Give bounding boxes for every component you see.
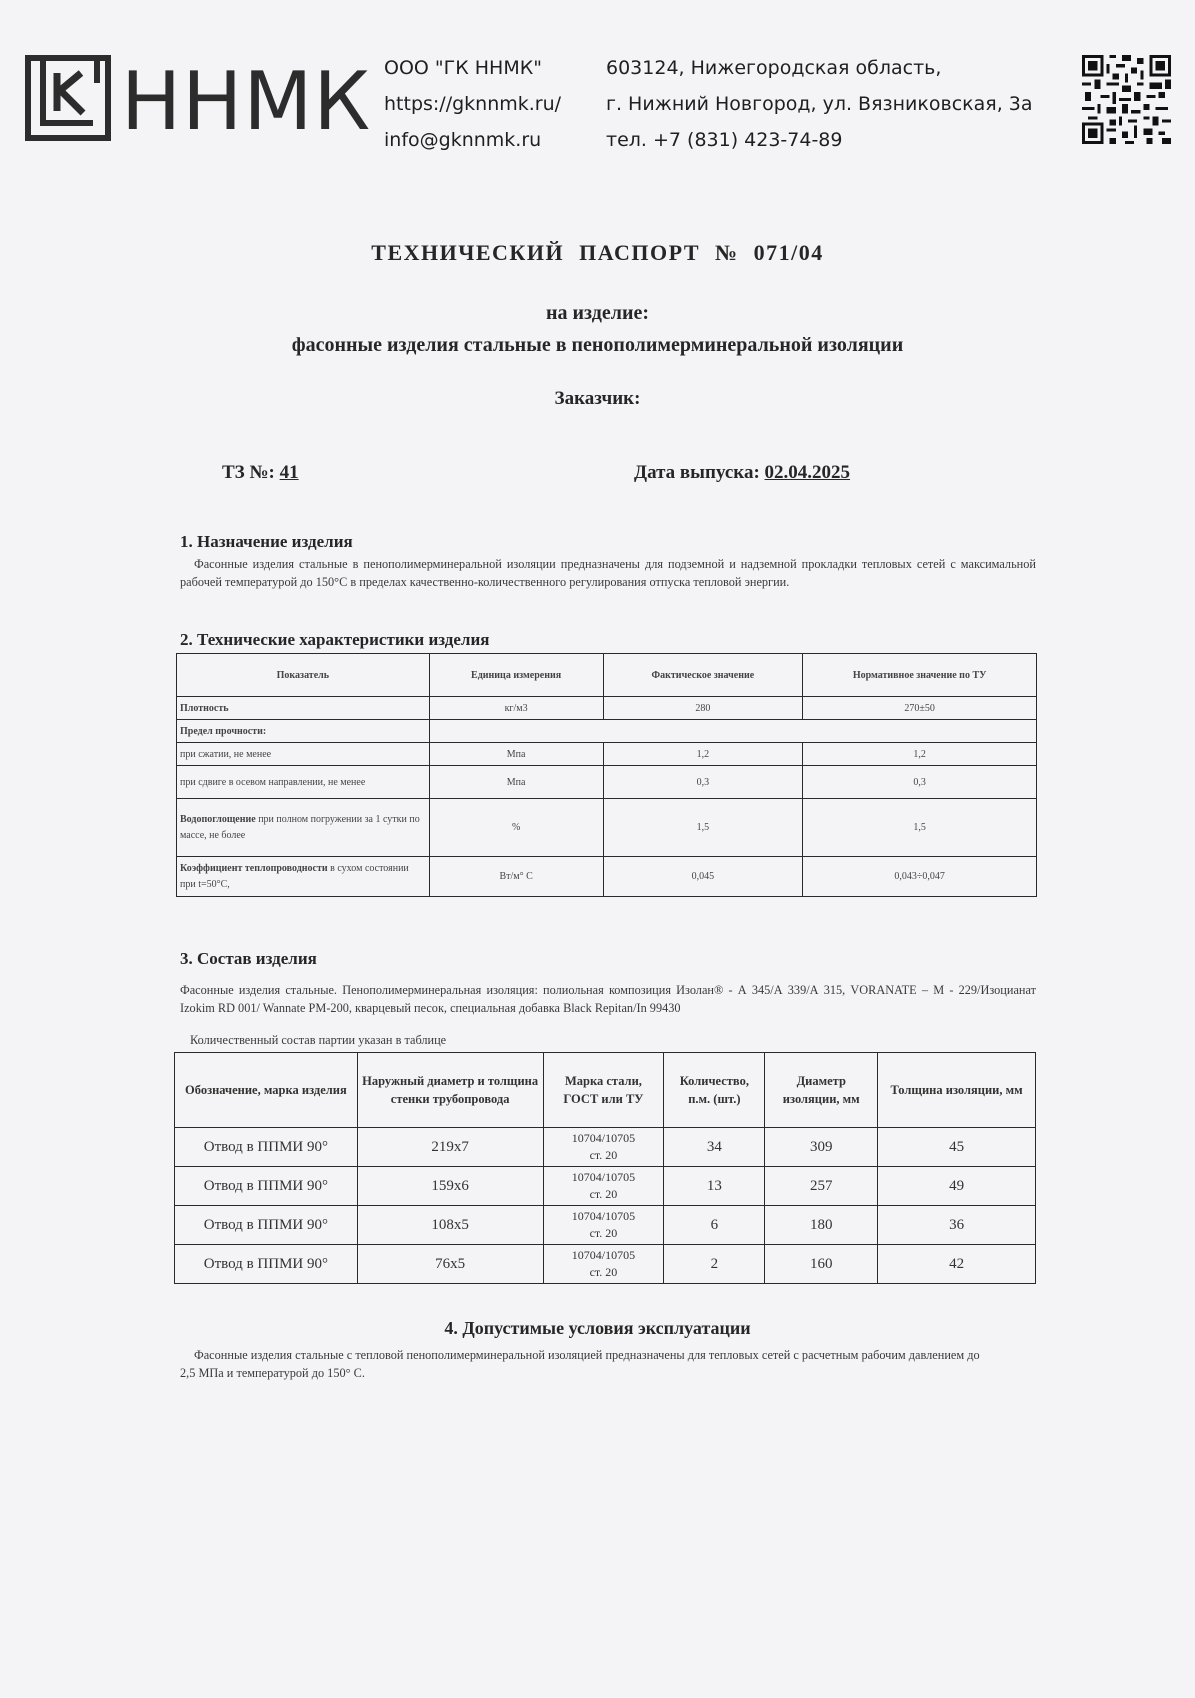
column-header: Количество, п.м. (шт.) bbox=[664, 1053, 765, 1128]
steel-line-1: 10704/10705 bbox=[571, 1170, 636, 1184]
section-1-text: Фасонные изделия стальные в пенополимерминеральной изоляции предназначены для подземной и надземной прокладки тепловых сетей с максимальной рабочей температурой до 150°С в пределах качественно-количественного регулирования отпуска тепловой энергии. bbox=[180, 557, 1036, 589]
section-1-heading: 1. Назначение изделия bbox=[180, 532, 353, 551]
table-cell: 36 bbox=[878, 1206, 1036, 1245]
product-name: фасонные изделия стальные в пенополимерминеральной изоляции bbox=[291, 334, 904, 356]
table-cell: 160 bbox=[765, 1245, 878, 1284]
table-header-row bbox=[177, 654, 1037, 697]
table-cell: 49 bbox=[878, 1167, 1036, 1206]
thermal-label-bold: Коэффициент теплопроводности bbox=[180, 862, 328, 874]
table-cell: при сдвиге в осевом направлении, не менее bbox=[177, 766, 430, 799]
table-cell: Мпа bbox=[429, 743, 603, 766]
table-cell: 180 bbox=[765, 1206, 878, 1245]
tz-number bbox=[222, 462, 299, 484]
column-header: Единица измерения bbox=[429, 654, 603, 697]
table-row bbox=[175, 1128, 1036, 1167]
phone-number: тел. +7 (831) 423-74-89 bbox=[606, 129, 843, 151]
table-cell: 0,043÷0,047 bbox=[803, 857, 1037, 897]
table-cell: 13 bbox=[664, 1167, 765, 1206]
customer-label: Заказчик: bbox=[554, 388, 641, 409]
table-cell: 1,5 bbox=[603, 799, 803, 857]
gk-logo-icon bbox=[25, 55, 111, 141]
issue-date bbox=[634, 462, 850, 484]
table-caption: Количественный состав партии указан в таблице bbox=[190, 1033, 447, 1047]
table-cell: 1,2 bbox=[603, 743, 803, 766]
table-cell: 45 bbox=[878, 1128, 1036, 1167]
column-header: Диаметр изоляции, мм bbox=[765, 1053, 878, 1128]
table-cell: при сжатии, не менее bbox=[177, 743, 430, 766]
table-cell: Мпа bbox=[429, 766, 603, 799]
table-cell bbox=[543, 1206, 664, 1245]
steel-line-2: ст. 20 bbox=[589, 1187, 618, 1201]
column-header: Нормативное значение по ТУ bbox=[803, 654, 1037, 697]
table-row bbox=[175, 1167, 1036, 1206]
table-row bbox=[177, 743, 1037, 766]
table-cell: 270±50 bbox=[803, 697, 1037, 720]
table-row bbox=[177, 857, 1037, 897]
table-cell: 0,3 bbox=[803, 766, 1037, 799]
steel-line-2: ст. 20 bbox=[589, 1148, 618, 1162]
issue-date-value: 02.04.2025 bbox=[764, 462, 851, 483]
company-info bbox=[384, 50, 561, 158]
column-header: Обозначение, марка изделия bbox=[175, 1053, 358, 1128]
table-cell: 42 bbox=[878, 1245, 1036, 1284]
issue-date-label: Дата выпуска: bbox=[634, 462, 765, 483]
column-header: Фактическое значение bbox=[603, 654, 803, 697]
tz-label: ТЗ №: bbox=[222, 462, 280, 483]
table-cell: 76х5 bbox=[357, 1245, 543, 1284]
steel-line-2: ст. 20 bbox=[589, 1265, 618, 1279]
table-cell: 219х7 bbox=[357, 1128, 543, 1167]
tech-specs-table bbox=[176, 653, 1037, 897]
company-address bbox=[606, 50, 1033, 158]
document-subtitle-label: на изделие: bbox=[546, 302, 649, 324]
table-row bbox=[177, 766, 1037, 799]
table-cell: 1,2 bbox=[803, 743, 1037, 766]
section-4-heading: 4. Допустимые условия эксплуатации bbox=[444, 1318, 751, 1338]
table-cell: 280 bbox=[603, 697, 803, 720]
section-3-text: Фасонные изделия стальные. Пенополимерминеральная изоляция: полиольная композиция Изолан® - А 345/А 339/А 315, VORANATE – М - 229/Изоцианат Izokim RD 001/ Wannate PM-200, кварцевый песок, специальная добавка Black Repitan/In 99430 bbox=[180, 983, 1036, 1015]
table-row bbox=[175, 1245, 1036, 1284]
table-cell: Отвод в ППМИ 90° bbox=[175, 1128, 358, 1167]
table-cell bbox=[177, 799, 430, 857]
water-label-bold: Водопоглощение bbox=[180, 813, 256, 825]
company-logo bbox=[25, 55, 372, 150]
table-row bbox=[175, 1206, 1036, 1245]
thermal-label-rest: в сухом состоянии при t=50°С, bbox=[180, 862, 409, 890]
tz-value: 41 bbox=[279, 462, 299, 483]
table-cell bbox=[543, 1167, 664, 1206]
steel-line-1: 10704/10705 bbox=[571, 1209, 636, 1223]
column-header: Наружный диаметр и толщина стенки трубопровода bbox=[357, 1053, 543, 1128]
table-cell: 1,5 bbox=[803, 799, 1037, 857]
company-name: ООО "ГК ННМК" bbox=[384, 57, 542, 79]
qr-code-icon bbox=[1082, 55, 1171, 144]
table-cell: 0,045 bbox=[603, 857, 803, 897]
company-website-link[interactable]: https://gknnmk.ru/ bbox=[384, 93, 562, 115]
table-header-row bbox=[175, 1053, 1036, 1128]
steel-line-2: ст. 20 bbox=[589, 1226, 618, 1240]
address-line-2: г. Нижний Новгород, ул. Вязниковская, 3а bbox=[606, 93, 1033, 115]
table-cell: Отвод в ППМИ 90° bbox=[175, 1206, 358, 1245]
table-cell: 159х6 bbox=[357, 1167, 543, 1206]
table-row bbox=[177, 720, 1037, 743]
steel-line-1: 10704/10705 bbox=[571, 1248, 636, 1262]
table-cell: 6 bbox=[664, 1206, 765, 1245]
table-cell bbox=[543, 1245, 664, 1284]
table-cell: % bbox=[429, 799, 603, 857]
table-cell: Отвод в ППМИ 90° bbox=[175, 1167, 358, 1206]
table-cell: Предел прочности: bbox=[177, 720, 430, 743]
document-title: ТЕХНИЧЕСКИЙ ПАСПОРТ № 071/04 bbox=[371, 240, 824, 265]
table-cell: Отвод в ППМИ 90° bbox=[175, 1245, 358, 1284]
table-cell: Вт/м° С bbox=[429, 857, 603, 897]
table-cell: Плотность bbox=[177, 697, 430, 720]
section-3-heading: 3. Состав изделия bbox=[180, 949, 317, 968]
table-cell: кг/м3 bbox=[429, 697, 603, 720]
table-cell: 0,3 bbox=[603, 766, 803, 799]
table-cell: 108х5 bbox=[357, 1206, 543, 1245]
company-email-link[interactable]: info@gknnmk.ru bbox=[384, 129, 542, 151]
table-row bbox=[177, 799, 1037, 857]
section-2-heading: 2. Технические характеристики изделия bbox=[180, 630, 490, 649]
column-header: Показатель bbox=[177, 654, 430, 697]
address-line-1: 603124, Нижегородская область, bbox=[606, 57, 942, 79]
logo-text: ННМК bbox=[121, 55, 372, 148]
steel-line-1: 10704/10705 bbox=[571, 1131, 636, 1145]
table-cell bbox=[543, 1128, 664, 1167]
table-cell-empty bbox=[429, 720, 1036, 743]
table-row bbox=[177, 697, 1037, 720]
column-header: Толщина изоляции, мм bbox=[878, 1053, 1036, 1128]
batch-composition-table bbox=[174, 1052, 1036, 1284]
table-cell: 257 bbox=[765, 1167, 878, 1206]
column-header: Марка стали, ГОСТ или ТУ bbox=[543, 1053, 664, 1128]
section-4-text: Фасонные изделия стальные с тепловой пенополимерминеральной изоляцией предназначены для тепловых сетей с расчетным рабочим давлением до 2,5 МПа и температурой до 150° С. bbox=[180, 1348, 980, 1380]
table-cell: 2 bbox=[664, 1245, 765, 1284]
table-cell bbox=[177, 857, 430, 897]
table-cell: 309 bbox=[765, 1128, 878, 1167]
table-cell: 34 bbox=[664, 1128, 765, 1167]
water-label-rest: при полном погружении за 1 сутки по массе, не более bbox=[180, 813, 420, 841]
